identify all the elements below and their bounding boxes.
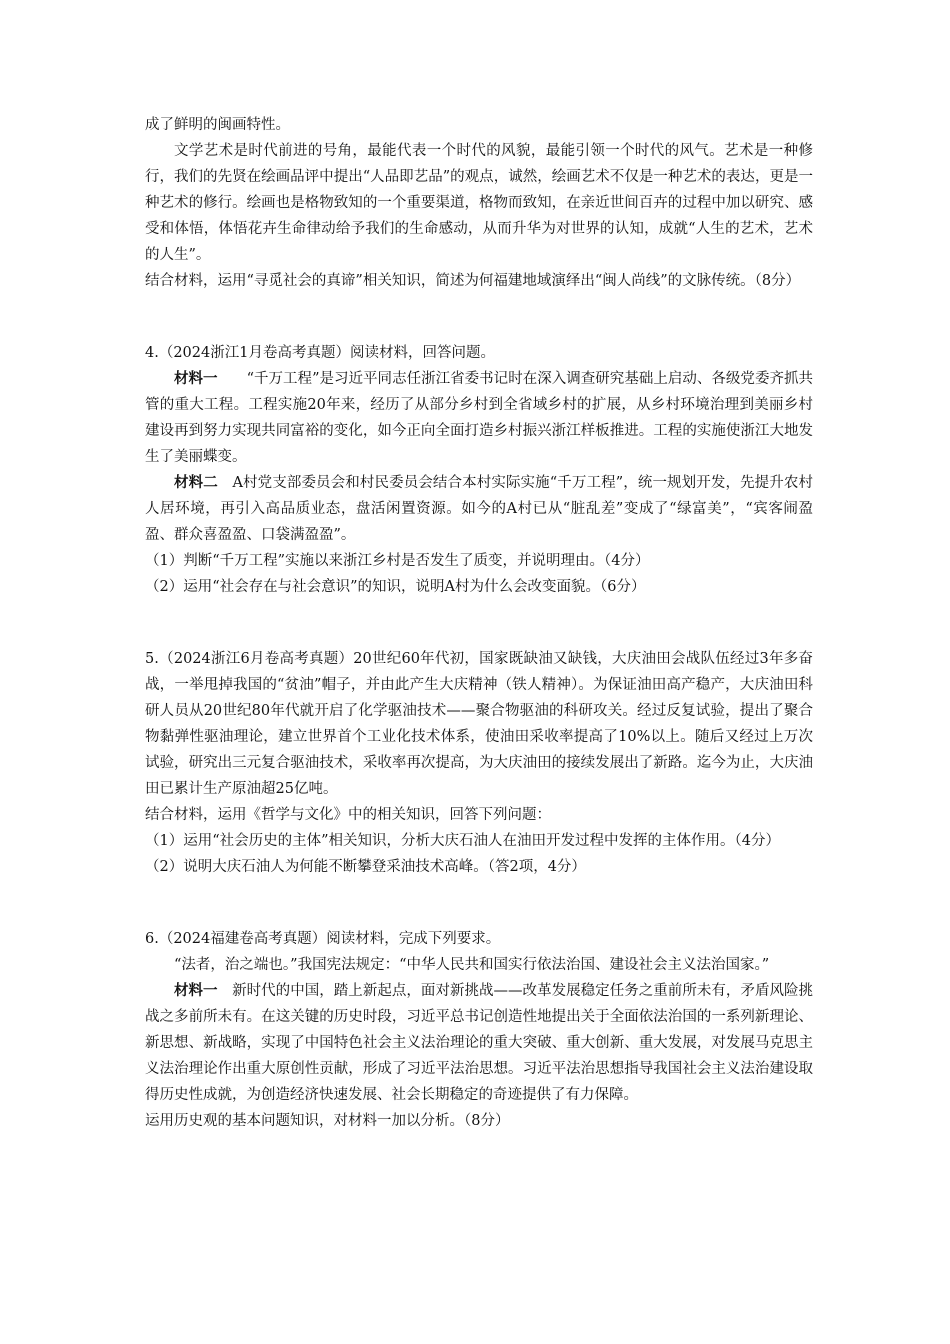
q4-sub-question-2: （2）运用“社会存在与社会意识”的知识，说明A村为什么会改变面貌。（6分） xyxy=(145,579,646,595)
q6-material-one-label: 材料一 xyxy=(174,982,218,999)
q6-material-one xyxy=(145,978,813,1108)
q4-sub-question-1: （1）判断“千万工程”实施以来浙江乡村是否发生了质变，并说明理由。（4分） xyxy=(145,553,650,569)
q3-tail-line: 成了鲜明的闽画特性。 xyxy=(145,117,290,133)
q4-material-one-label: 材料一 xyxy=(174,370,218,387)
q4-material-two-label: 材料二 xyxy=(174,474,218,491)
q4-material-one-text: “千万工程”是习近平同志任浙江省委书记时在深入调查研究基础上启动、各级党委齐抓共管的重大工程。工程实施20年来，经历了从部分乡村到全省域乡村的扩展，从乡村环境治理到美丽乡村建设再到努力实现共同富裕的变化，如今正向全面打造乡村振兴浙江样板推进。工程的实施使浙江大地发生了美丽蝶变。 xyxy=(145,371,813,465)
q6-header: 6.（2024福建卷高考真题）阅读材料，完成下列要求。 xyxy=(145,931,501,947)
q4-header: 4.（2024浙江1月卷高考真题）阅读材料，回答问题。 xyxy=(145,345,495,361)
q5-sub-question-1: （1）运用“社会历史的主体”相关知识，分析大庆石油人在油田开发过程中发挥的主体作用。（4分） xyxy=(145,833,781,849)
q6-material-one-text: 新时代的中国，踏上新起点，面对新挑战——改革发展稳定任务之重前所未有，矛盾风险挑战之多前所未有。在这关键的历史时段，习近平总书记创造性地提出关于全面依法治国的一系列新理论、新思想、新战略，实现了中国特色社会主义法治理论的重大突破、重大创新、重大发展，对发展马克思主义法治理论作出重大原创性贡献，形成了习近平法治思想。习近平法治思想指导我国社会主义法治建设取得历史性成就，为创造经济快速发展、社会长期稳定的奇迹提供了有力保障。 xyxy=(145,983,814,1103)
q6-question: 运用历史观的基本问题知识，对材料一加以分析。（8分） xyxy=(145,1113,510,1129)
q6-quote: “法者，治之端也。”我国宪法规定：“中华人民共和国实行依法治国、建设社会主义法治国家。” xyxy=(174,957,770,973)
q3-question: 结合材料，运用“寻觅社会的真谛”相关知识，简述为何福建地域演绎出“闽人尚线”的文脉传统。（8分） xyxy=(145,273,801,289)
q5-sub-question-2: （2）说明大庆石油人为何能不断攀登采油技术高峰。（答2项，4分） xyxy=(145,859,586,875)
q4-material-one xyxy=(145,366,813,470)
q4-material-two xyxy=(145,470,813,548)
document-page xyxy=(145,112,813,1134)
q4-material-two-text: A村党支部委员会和村民委员会结合本村实际实施“千万工程”，统一规划开发，先提升农村人居环境，再引入高品质业态，盘活闲置资源。如今的A村已从“脏乱差”变成了“绿富美”，“宾客闹盈盈、群众喜盈盈、口袋满盈盈”。 xyxy=(145,475,814,543)
q3-art-paragraph: 文学艺术是时代前进的号角，最能代表一个时代的风貌，最能引领一个时代的风气。艺术是一种修行，我们的先贤在绘画品评中提出“人品即艺品”的观点，诚然，绘画艺术不仅是一种艺术的表达，更是一种艺术的修行。绘画也是格物致知的一个重要渠道，格物而致知，在亲近世间百卉的过程中加以研究、感受和体悟，体悟花卉生命律动给予我们的生命感动，从而升华为对世界的认知，成就“人生的艺术，艺术的人生”。 xyxy=(145,143,813,263)
q5-body: 5.（2024浙江6月卷高考真题）20世纪60年代初，国家既缺油又缺钱，大庆油田会战队伍经过3年多奋战，一举甩掉我国的“贫油”帽子，并由此产生大庆精神（铁人精神）。为保证油田高产稳产，大庆油田科研人员从20世纪80年代就开启了化学驱油技术——聚合物驱油的科研攻关。经过反复试验，提出了聚合物黏弹性驱油理论，建立世界首个工业化技术体系，使油田采收率提高了10%以上。随后又经过上万次试验，研究出三元复合驱油技术，采收率再次提高，为大庆油田的接续发展出了新路。迄今为止，大庆油田已累计生产原油超25亿吨。 xyxy=(145,651,813,797)
q5-intro: 结合材料，运用《哲学与文化》中的相关知识，回答下列问题： xyxy=(145,807,551,823)
